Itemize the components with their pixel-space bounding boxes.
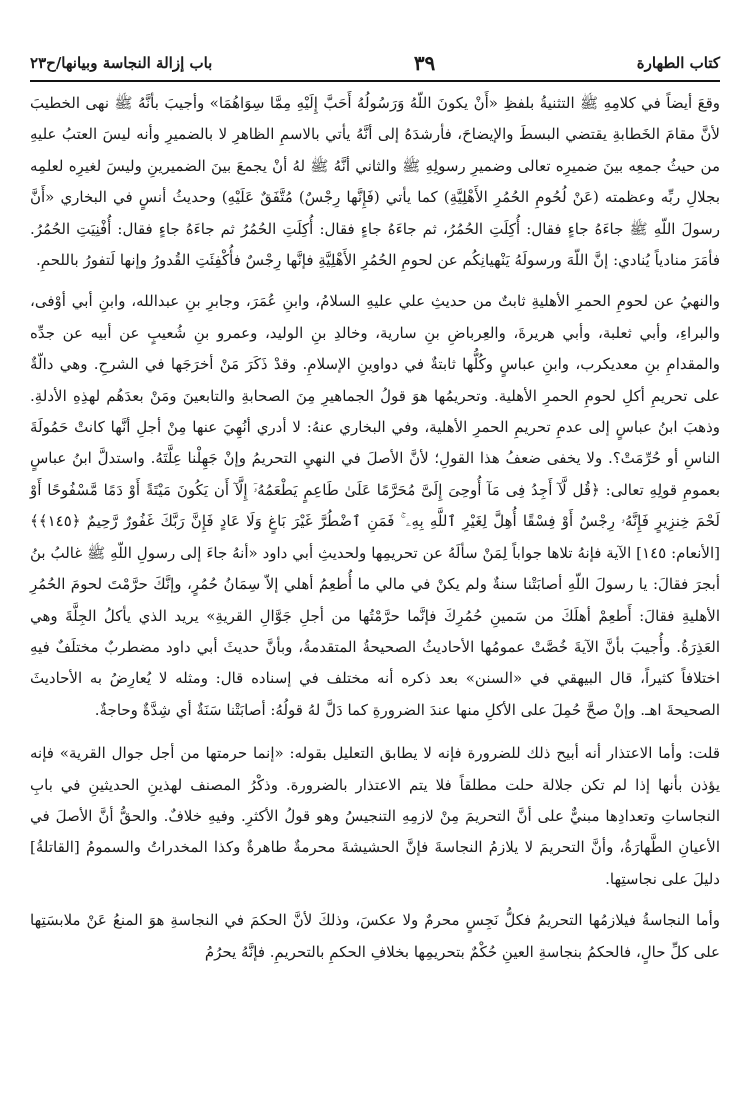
header-rule — [30, 80, 720, 82]
page-number: ٣٩ — [413, 51, 436, 75]
paragraph: والنهيُ عن لحومِ الحمرِ الأهليةِ ثابتٌ من حديثِ علي عليهِ السلامُ، وابنِ عُمَرَ، وجابرِ بنِ عبدالله، وابنِ أبي أوْفى، والبراءِ، وأبي ثعلبة، وأبي هريرةَ، والعِرباضِ بنِ سارية، وخالدِ بنِ الوليد، وعمرو بنِ شُعيبٍ عن أبيه عن جدِّه والمقدامِ بنِ معديكرب، وابنِ عباسٍ وكُلُّها ثابتةٌ في دواوينِ الإسلامِ. وقدْ ذَكَرَ مَنْ أخرَجَها في الشرحِ. وهي دالّةٌ على تحريمِ أكلِ لحومِ الحمرِ الأهلية. وتحريمُها هوَ قولُ الجماهيرِ مِنَ الصحابةِ والتابعينَ ومَنْ بعدَهُم لهذِهِ الأدلةِ. وذهبَ ابنُ عباسٍ إلى عدمِ تحريمِ الحمرِ الأهلية، وفي البخاري عنهُ: لا أدري أنُهِيَ عنها مِنْ أجلِ أنَّها كانتْ حَمُولَةَ الناسِ أو حُرِّمَتْ؟. ولا يخفى ضعفُ هذا القولِ؛ لأنَّ الأصلَ في النهيِ التحريمُ وإنْ جَهِلْنا عِلَّتَهُ. واستدلَّ ابنُ عباسٍ بعمومِ قولِهِ تعالى: ﴿قُل لَّآ أَجِدُ فِى مَآ أُوحِىَ إِلَىَّ مُحَرَّمًا عَلَىٰ طَاعِمٍ يَطْعَمُهُۥٓ إِلَّآ أَن يَكُونَ مَيْتَةً أَوْ دَمًا مَّسْفُوحًا أَوْ لَحْمَ خِنزِيرٍ فَإِنَّهُۥ رِجْسٌ أَوْ فِسْقًا أُهِلَّ لِغَيْرِ ٱللَّهِ بِهِۦ ۚ فَمَنِ ٱضْطُرَّ غَيْرَ بَاغٍ وَلَا عَادٍ فَإِنَّ رَبَّكَ غَفُورٌ رَّحِيمٌ ﴿١٤٥﴾﴾ [الأنعام: ١٤٥] الآية فإنهُ تلاها جواباً لِمَنْ سألَهُ عن تحريمِها ولحديثِ أبي داود «أنهُ جاءَ إلى رسولِ اللّهِ ﷺ غالبُ بنُ أبجرَ فقالَ: يا رسولَ اللّهِ أصابَتْنا سنةٌ ولم يكنْ في مالي ما أُطعِمُ أهلي إلاّ سِمَانُ حُمُرٍ، وإنَّكَ حرَّمْتَ لحومَ الحُمُرِ الأهليةِ فقالَ: أَطعِمْ أهلَكَ من سَمينِ حُمُرِكَ فإنَّما حرَّمْتُها من أجلِ جَوَّالِ القريةِ» يريد الذي يأكلُ الجِلَّةَ وهي العَذِرَةُ. وأُجيبَ بأنَّ الآيةَ خُصَّتْ عمومُها الأحاديثُ الصحيحةُ المتقدمةُ، وبأنَّ حديثَ أبي داود مضطربٌ مختلَفٌ فيهِ اختلافاً كثيراً، قال البيهقي في «السنن» بعد ذكره أنه مختلف في إسناده قال: ومثله لا يُعارِضُ به الأحاديثَ الصحيحةَ اهـ. وإنْ صحَّ حُمِلَ على الأكلِ منها عندَ الضرورةِ كما دَلَّ لهُ قولُهُ: أصابَتْنا سَنَةٌ أي شِدَّةٌ وحاجةٌ. — [30, 292, 720, 719]
header-chapter-title: باب إزالة النجاسة وبيانها/ح٢٣ — [30, 54, 213, 72]
body-text — [30, 88, 720, 968]
paragraph: وقعَ أيضاً في كلامِهِ ﷺ التثنيةُ بلفظِ «أَنْ يكونَ اللّهُ وَرَسُولُهُ أَحَبَّ إِلَيْهِ مِمَّا سِوَاهُمَا» وأجيبَ بأنَّهُ ﷺ نهى الخطيبَ لأنَّ مقامَ الخَطابةِ يقتضي البسطَ والإيضاحَ، فأرشدَهُ إلى أنَّهُ يأتي بالاسمِ الظاهرِ لا بالضميرِ وأنه ليسَ العتبُ عليهِ من حيثُ جمعِه بينَ ضميرِه تعالى وضميرِ رسولِهِ ﷺ والثاني أنَّهُ ﷺ لهُ أنْ يجمعَ بينَ الضميرينِ وليسَ لغيرِه لعلمِه بجلالِ ربِّه وعظمته (عَنْ لُحُومِ الحُمُرِ الأَهْلِيَّةِ) كما يأتي (فَإِنَّها رِجْسٌ) مُتَّفَقٌ عَلَيْهِ) وحديثُ أنسٍ في البخاري «أَنَّ رسولَ اللّهِ ﷺ جاءَهُ جاءٍ فقال: أُكِلَتِ الحُمُرُ، ثم جاءَهُ جاءٍ فقال: أُكِلَتِ الحُمُرُ ثم جاءَهُ جاءٍ فقال: أُفْنِيَتِ الحُمُرُ. فأمَرَ منادياً يُنادي: إنَّ اللّهَ ورسولَهُ يَنْهيانِكُم عن لحومِ الحُمُرِ الأَهْلِيَّةِ فإنَّها رِجْسٌ فأُكْفِئَتِ القُدورُ وإنها لَتفورُ باللحمِ. — [30, 94, 720, 270]
paragraph: قلت: وأما الاعتذار أنه أبيح ذلك للضرورة فإنه لا يطابق التعليل بقوله: «إنما حرمتها من أجل جوال القرية» فإنه يؤذن بأنها إذا لم تكن جلالة حلت مطلقاً فلا يتم الاعتذار بالضرورة. وذكْرُ المصنف لهذينِ الحديثينِ في بابِ النجاساتِ وتعدادِها مبنيٌّ على أنَّ التحريمَ مِنْ لازمِهِ التنجيسُ وهو قولُ الأكثرِ. وفيهِ خلافٌ. والحقُّ أنَّ الأصلَ في الأعيانِ الطَّهارَةُ، وأنَّ التحريمَ لا يلازمُ النجاسةَ فإنَّ الحشيشةَ محرمةٌ طاهرةٌ وكذا المخدراتُ والسمومُ [القاتلةُ] دليلَ على نجاستِها. — [30, 744, 720, 888]
paragraph: وأما النجاسةُ فيلازمُها التحريمُ فكلُّ نَجِسٍ محرمٌ ولا عكسَ، وذلكَ لأنَّ الحكمَ في النجاسةِ هوَ المنعُ عَنْ ملابسَتِها على كلِّ حالٍ، فالحكمُ بنجاسةِ العينِ حُكْمٌ بتحريمِها بخلافِ الحكمِ بالتحريمِ. فإنَّهُ يحرُمُ — [30, 911, 720, 961]
running-header — [30, 48, 720, 78]
header-book-title: كتاب الطهارة — [636, 54, 720, 72]
